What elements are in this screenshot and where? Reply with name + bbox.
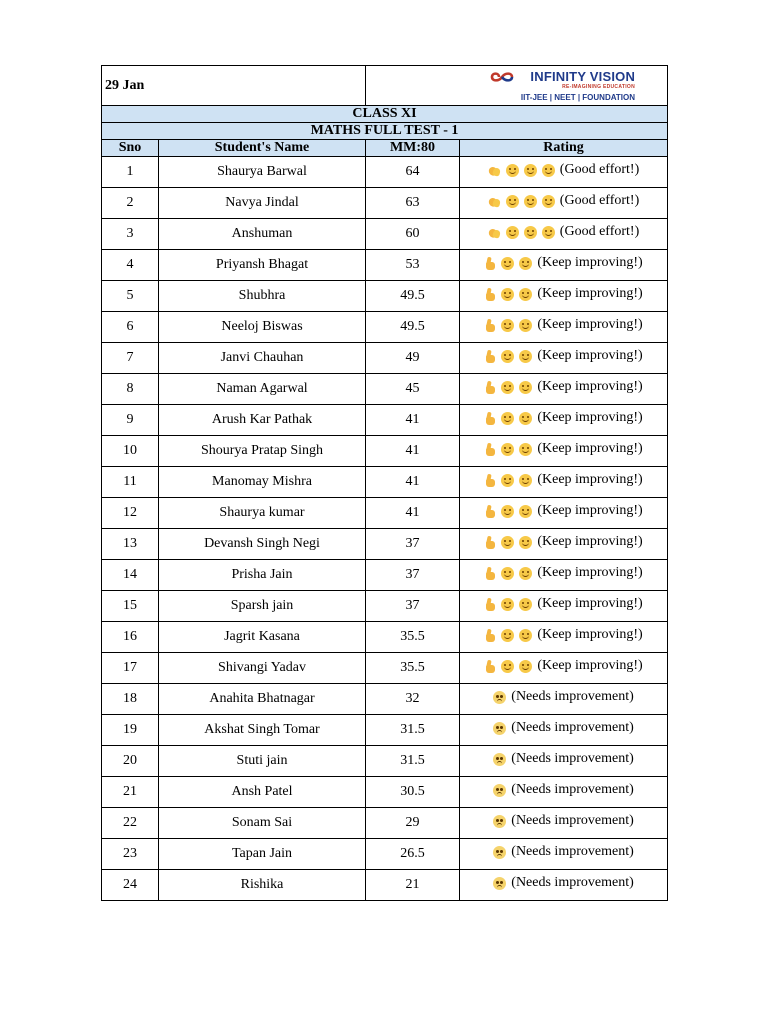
smile-icon [501, 505, 514, 518]
rating-group [484, 534, 642, 550]
smile-icon [501, 257, 514, 270]
rating-group [484, 410, 642, 426]
column-header-sno: Sno [102, 140, 159, 157]
cell-sno: 23 [102, 839, 159, 870]
rating-group [484, 348, 642, 364]
cell-rating [460, 591, 668, 622]
smile-icon [519, 474, 532, 487]
class-title-row [102, 106, 668, 123]
smile-icon [501, 381, 514, 394]
cell-rating [460, 405, 668, 436]
cell-name: Shourya Pratap Singh [159, 436, 366, 467]
rating-text: (Needs improvement) [511, 813, 634, 829]
cell-marks: 41 [366, 498, 460, 529]
cell-marks: 41 [366, 467, 460, 498]
cell-rating [460, 157, 668, 188]
smile-icon [542, 164, 555, 177]
rating-group [493, 689, 633, 705]
rating-group [484, 379, 642, 395]
cell-sno: 7 [102, 343, 159, 374]
cell-rating [460, 436, 668, 467]
rating-text: (Good effort!) [559, 193, 640, 209]
cell-rating [460, 839, 668, 870]
table-row [102, 374, 668, 405]
rating-group [484, 441, 642, 457]
table-row [102, 312, 668, 343]
cell-sno: 14 [102, 560, 159, 591]
rating-text: (Needs improvement) [511, 844, 634, 860]
cell-rating [460, 312, 668, 343]
smile-icon [524, 164, 537, 177]
cell-rating [460, 281, 668, 312]
cell-marks: 32 [366, 684, 460, 715]
cell-name: Ansh Patel [159, 777, 366, 808]
sad-face-icon [493, 753, 506, 766]
cell-rating [460, 560, 668, 591]
cell-name: Shaurya kumar [159, 498, 366, 529]
table-row [102, 219, 668, 250]
rating-group [484, 565, 642, 581]
cell-rating [460, 498, 668, 529]
cell-name: Akshat Singh Tomar [159, 715, 366, 746]
thumbs-up-icon [484, 257, 496, 270]
thumbs-up-icon [484, 598, 496, 611]
clap-icon [488, 164, 501, 177]
smile-icon [519, 412, 532, 425]
cell-marks: 45 [366, 374, 460, 405]
thumbs-up-icon [484, 536, 496, 549]
thumbs-up-icon [484, 629, 496, 642]
rating-text: (Needs improvement) [511, 875, 634, 891]
cell-rating [460, 529, 668, 560]
rating-text: (Keep improving!) [537, 348, 643, 364]
cell-marks: 53 [366, 250, 460, 281]
cell-rating [460, 746, 668, 777]
rating-text: (Needs improvement) [511, 751, 634, 767]
rating-group [493, 844, 633, 860]
cell-marks: 37 [366, 529, 460, 560]
cell-name: Sonam Sai [159, 808, 366, 839]
rating-text: (Keep improving!) [537, 565, 643, 581]
smile-icon [519, 505, 532, 518]
cell-marks: 49.5 [366, 312, 460, 343]
cell-marks: 41 [366, 405, 460, 436]
rating-text: (Keep improving!) [537, 658, 643, 674]
cell-name: Priyansh Bhagat [159, 250, 366, 281]
rating-text: (Good effort!) [559, 162, 640, 178]
sad-face-icon [493, 877, 506, 890]
smile-icon [519, 443, 532, 456]
rating-text: (Good effort!) [559, 224, 640, 240]
smile-icon [524, 195, 537, 208]
cell-sno: 20 [102, 746, 159, 777]
thumbs-up-icon [484, 567, 496, 580]
cell-marks: 29 [366, 808, 460, 839]
thumbs-up-icon [484, 381, 496, 394]
cell-sno: 3 [102, 219, 159, 250]
smile-icon [501, 536, 514, 549]
rating-text: (Keep improving!) [537, 472, 643, 488]
cell-marks: 49.5 [366, 281, 460, 312]
smile-icon [519, 629, 532, 642]
cell-sno: 2 [102, 188, 159, 219]
smile-icon [519, 536, 532, 549]
smile-icon [519, 257, 532, 270]
cell-name: Naman Agarwal [159, 374, 366, 405]
cell-name: Jagrit Kasana [159, 622, 366, 653]
column-header-marks: MM:80 [366, 140, 460, 157]
rating-group [488, 162, 639, 178]
cell-rating [460, 374, 668, 405]
smile-icon [519, 319, 532, 332]
smile-icon [519, 660, 532, 673]
cell-name: Prisha Jain [159, 560, 366, 591]
cell-sno: 4 [102, 250, 159, 281]
cell-sno: 18 [102, 684, 159, 715]
sad-face-icon [493, 815, 506, 828]
header-row [102, 66, 668, 106]
cell-rating [460, 467, 668, 498]
cell-name: Devansh Singh Negi [159, 529, 366, 560]
smile-icon [519, 288, 532, 301]
smile-icon [501, 629, 514, 642]
cell-name: Tapan Jain [159, 839, 366, 870]
cell-sno: 11 [102, 467, 159, 498]
table-row [102, 684, 668, 715]
thumbs-up-icon [484, 443, 496, 456]
table-row [102, 777, 668, 808]
column-header-row [102, 140, 668, 157]
cell-marks: 37 [366, 591, 460, 622]
cell-rating [460, 870, 668, 901]
smile-icon [501, 412, 514, 425]
cell-name: Navya Jindal [159, 188, 366, 219]
cell-rating [460, 622, 668, 653]
results-table [101, 65, 668, 901]
smile-icon [501, 598, 514, 611]
cell-sno: 10 [102, 436, 159, 467]
smile-icon [501, 443, 514, 456]
cell-name: Shubhra [159, 281, 366, 312]
table-row [102, 591, 668, 622]
cell-sno: 17 [102, 653, 159, 684]
column-header-rating: Rating [460, 140, 668, 157]
table-row [102, 498, 668, 529]
cell-sno: 1 [102, 157, 159, 188]
smile-icon [524, 226, 537, 239]
rating-group [484, 627, 642, 643]
table-row [102, 467, 668, 498]
cell-name: Anshuman [159, 219, 366, 250]
smile-icon [501, 660, 514, 673]
logo-brand-name: INFINITY VISION [530, 69, 636, 84]
rating-group [493, 875, 633, 891]
cell-marks: 41 [366, 436, 460, 467]
rating-text: (Keep improving!) [537, 317, 643, 333]
cell-sno: 15 [102, 591, 159, 622]
rating-group [484, 503, 642, 519]
clap-icon [488, 226, 501, 239]
logo-tagline: RE-IMAGINING EDUCATION [562, 84, 636, 90]
cell-rating [460, 808, 668, 839]
rating-text: (Keep improving!) [537, 596, 643, 612]
cell-sno: 12 [102, 498, 159, 529]
class-title: CLASS XI [102, 106, 668, 123]
cell-marks: 31.5 [366, 746, 460, 777]
table-row [102, 250, 668, 281]
smile-icon [519, 381, 532, 394]
table-row [102, 746, 668, 777]
rating-text: (Keep improving!) [537, 410, 643, 426]
cell-sno: 24 [102, 870, 159, 901]
thumbs-up-icon [484, 319, 496, 332]
test-title-row [102, 123, 668, 140]
cell-marks: 26.5 [366, 839, 460, 870]
table-row [102, 281, 668, 312]
cell-name: Sparsh jain [159, 591, 366, 622]
cell-sno: 19 [102, 715, 159, 746]
cell-rating [460, 684, 668, 715]
rating-group [493, 720, 633, 736]
rating-group [488, 224, 639, 240]
table-row [102, 839, 668, 870]
cell-name: Rishika [159, 870, 366, 901]
logo-courses: IIT-JEE | NEET | FOUNDATION [520, 93, 636, 102]
clap-icon [488, 195, 501, 208]
thumbs-up-icon [484, 288, 496, 301]
sad-face-icon [493, 784, 506, 797]
rating-group [484, 658, 642, 674]
thumbs-up-icon [484, 350, 496, 363]
rating-text: (Keep improving!) [537, 255, 643, 271]
cell-marks: 35.5 [366, 622, 460, 653]
cell-name: Anahita Bhatnagar [159, 684, 366, 715]
cell-rating [460, 250, 668, 281]
smile-icon [506, 164, 519, 177]
rating-text: (Keep improving!) [537, 441, 643, 457]
rating-text: (Keep improving!) [537, 286, 643, 302]
sad-face-icon [493, 691, 506, 704]
cell-marks: 30.5 [366, 777, 460, 808]
rating-text: (Keep improving!) [537, 627, 643, 643]
smile-icon [501, 474, 514, 487]
cell-name: Arush Kar Pathak [159, 405, 366, 436]
rating-text: (Needs improvement) [511, 720, 634, 736]
cell-sno: 5 [102, 281, 159, 312]
cell-name: Shaurya Barwal [159, 157, 366, 188]
cell-rating [460, 343, 668, 374]
cell-marks: 63 [366, 188, 460, 219]
cell-sno: 22 [102, 808, 159, 839]
table-row [102, 870, 668, 901]
smile-icon [506, 226, 519, 239]
table-row [102, 188, 668, 219]
smile-icon [542, 226, 555, 239]
cell-marks: 31.5 [366, 715, 460, 746]
table-row [102, 560, 668, 591]
thumbs-up-icon [484, 660, 496, 673]
rating-group [484, 472, 642, 488]
rating-group [484, 317, 642, 333]
thumbs-up-icon [484, 505, 496, 518]
table-row [102, 157, 668, 188]
sad-face-icon [493, 846, 506, 859]
table-row [102, 529, 668, 560]
table-row [102, 653, 668, 684]
test-title: MATHS FULL TEST - 1 [102, 123, 668, 140]
cell-marks: 37 [366, 560, 460, 591]
cell-marks: 60 [366, 219, 460, 250]
cell-sno: 13 [102, 529, 159, 560]
cell-name: Neeloj Biswas [159, 312, 366, 343]
rating-group [488, 193, 639, 209]
cell-name: Shivangi Yadav [159, 653, 366, 684]
rating-group [484, 286, 642, 302]
smile-icon [501, 567, 514, 580]
table-row [102, 808, 668, 839]
cell-sno: 8 [102, 374, 159, 405]
logo [368, 69, 665, 102]
cell-name: Janvi Chauhan [159, 343, 366, 374]
cell-rating [460, 219, 668, 250]
rating-text: (Needs improvement) [511, 782, 634, 798]
cell-sno: 9 [102, 405, 159, 436]
rating-group [493, 751, 633, 767]
rating-group [484, 255, 642, 271]
rating-group [493, 782, 633, 798]
smile-icon [519, 567, 532, 580]
smile-icon [501, 319, 514, 332]
cell-name: Stuti jain [159, 746, 366, 777]
thumbs-up-icon [484, 412, 496, 425]
cell-sno: 21 [102, 777, 159, 808]
cell-marks: 64 [366, 157, 460, 188]
cell-name: Manomay Mishra [159, 467, 366, 498]
logo-cell [366, 66, 668, 106]
infinity-logo-icon [490, 70, 526, 84]
smile-icon [519, 598, 532, 611]
cell-rating [460, 188, 668, 219]
thumbs-up-icon [484, 474, 496, 487]
rating-text: (Keep improving!) [537, 503, 643, 519]
table-row [102, 405, 668, 436]
test-date: 29 Jan [102, 66, 366, 106]
rating-text: (Keep improving!) [537, 379, 643, 395]
table-row [102, 622, 668, 653]
results-table-body [102, 66, 668, 901]
cell-sno: 6 [102, 312, 159, 343]
cell-rating [460, 653, 668, 684]
cell-marks: 21 [366, 870, 460, 901]
sad-face-icon [493, 722, 506, 735]
table-row [102, 715, 668, 746]
column-header-name: Student's Name [159, 140, 366, 157]
cell-rating [460, 777, 668, 808]
logo-top [490, 69, 635, 84]
smile-icon [506, 195, 519, 208]
cell-rating [460, 715, 668, 746]
rating-text: (Keep improving!) [537, 534, 643, 550]
table-row [102, 343, 668, 374]
smile-icon [501, 288, 514, 301]
smile-icon [519, 350, 532, 363]
table-row [102, 436, 668, 467]
cell-sno: 16 [102, 622, 159, 653]
smile-icon [542, 195, 555, 208]
rating-group [484, 596, 642, 612]
rating-group [493, 813, 633, 829]
smile-icon [501, 350, 514, 363]
cell-marks: 35.5 [366, 653, 460, 684]
cell-marks: 49 [366, 343, 460, 374]
rating-text: (Needs improvement) [511, 689, 634, 705]
